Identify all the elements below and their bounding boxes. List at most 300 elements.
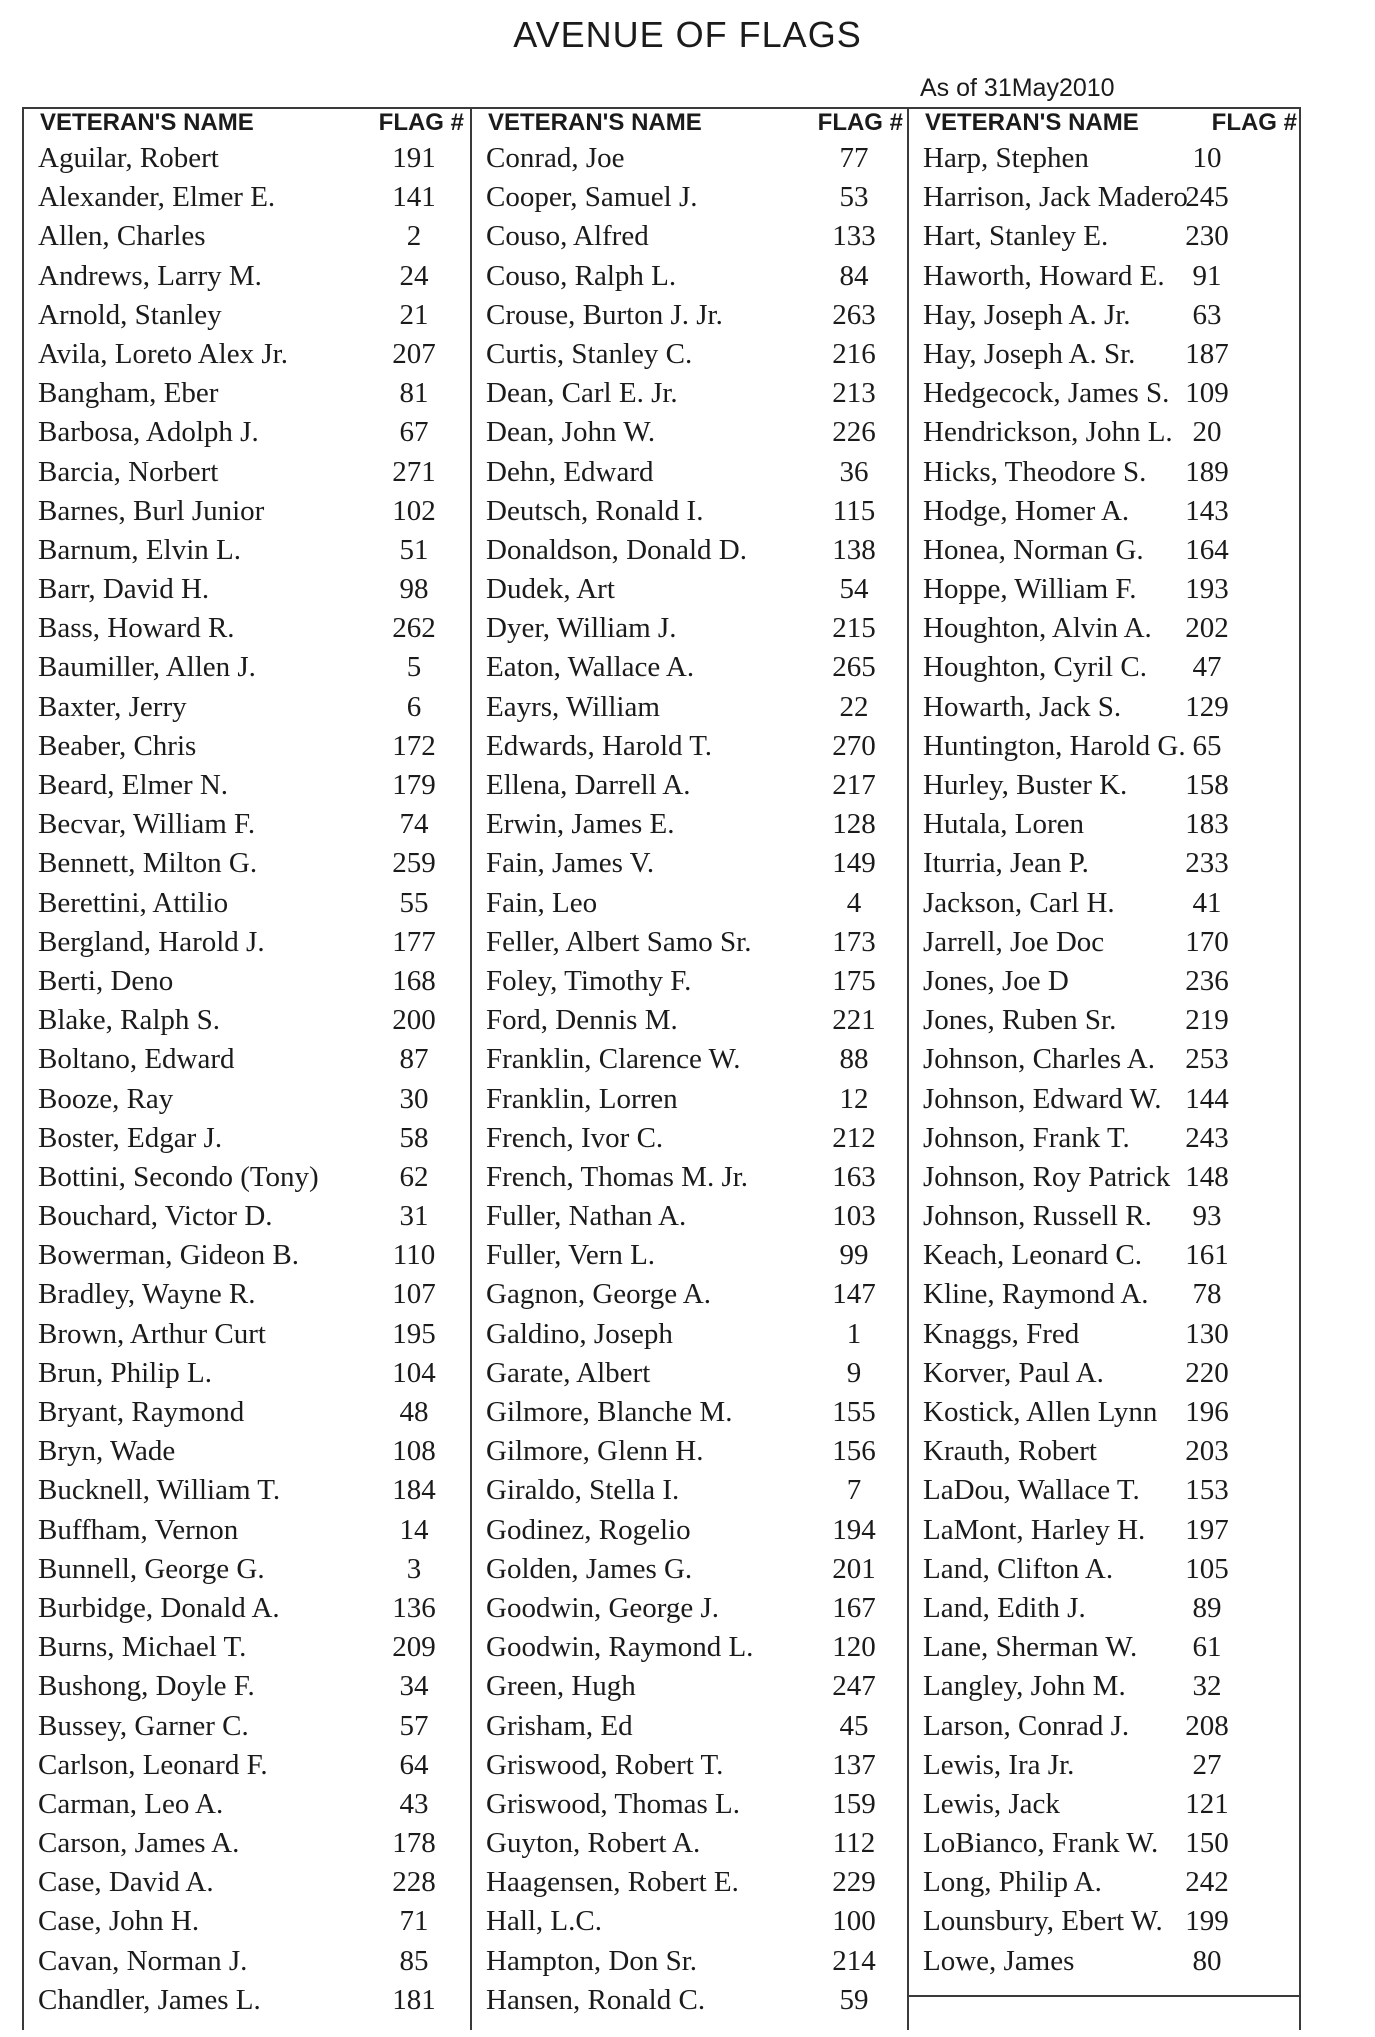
flag-number: 187 (1185, 337, 1229, 370)
table-row (24, 1393, 468, 1432)
table-row (24, 1275, 468, 1314)
table-row (909, 609, 1301, 648)
flag-number: 80 (1192, 1944, 1222, 1977)
veteran-name: Eaton, Wallace A. (486, 651, 695, 684)
veteran-name: Dean, John W. (486, 416, 656, 449)
flag-number: 200 (392, 1004, 436, 1037)
flag-number: 212 (832, 1121, 876, 1154)
veteran-name: Curtis, Stanley C. (486, 337, 693, 370)
table-row (24, 1628, 468, 1667)
veteran-name: Lewis, Jack (923, 1787, 1060, 1820)
flag-number: 104 (392, 1356, 436, 1389)
flag-number: 48 (399, 1396, 429, 1428)
flag-number: 199 (1185, 1905, 1229, 1938)
veteran-name: Andrews, Larry M. (38, 259, 262, 292)
veteran-name: Franklin, Lorren (486, 1082, 678, 1115)
table-row (24, 727, 468, 766)
table-row (24, 1785, 468, 1824)
table-row (472, 492, 907, 531)
veteran-name: Hutala, Loren (923, 808, 1085, 841)
veteran-name: Buffham, Vernon (38, 1513, 239, 1546)
table-row (472, 217, 907, 256)
flag-number: 183 (1185, 808, 1229, 841)
table-row (24, 1707, 468, 1746)
table-row (909, 1550, 1301, 1589)
veteran-name: Boltano, Edward (38, 1043, 235, 1076)
table-row (909, 217, 1301, 256)
veteran-name: Booze, Ray (38, 1082, 174, 1115)
veteran-name: Bottini, Secondo (Tony) (38, 1160, 319, 1193)
table-row (909, 844, 1301, 883)
column-3-bottom-border (909, 1995, 1301, 1997)
name-header: VETERAN'S NAME (925, 109, 1139, 136)
veteran-name: Bradley, Wayne R. (38, 1278, 256, 1311)
veteran-name: Haagensen, Robert E. (486, 1866, 739, 1899)
column-header (909, 107, 1301, 139)
table-row (472, 1511, 907, 1550)
table-row (909, 296, 1301, 335)
table-row (472, 453, 907, 492)
flag-number: 155 (832, 1396, 876, 1428)
flag-number: 6 (406, 690, 422, 723)
veteran-name: Bouchard, Victor D. (38, 1200, 273, 1233)
table-row (24, 1197, 468, 1236)
veteran-name: Cooper, Samuel J. (486, 181, 698, 214)
flag-number: 105 (1185, 1552, 1229, 1585)
flag-number: 245 (1185, 181, 1229, 214)
flag-number: 57 (399, 1709, 429, 1742)
flag-number: 156 (832, 1435, 876, 1468)
table-row (24, 1315, 468, 1354)
veteran-name: Hurley, Buster K. (923, 769, 1128, 801)
table-row (909, 1667, 1301, 1706)
veteran-name: Long, Philip A. (923, 1866, 1102, 1899)
veteran-name: Case, John H. (38, 1905, 200, 1938)
table-row (472, 257, 907, 296)
table-row (472, 335, 907, 374)
veteran-name: Godinez, Rogelio (486, 1513, 691, 1546)
table-row (909, 1902, 1301, 1941)
flag-number: 112 (832, 1827, 876, 1860)
flag-number: 32 (1192, 1670, 1222, 1703)
veteran-name: Alexander, Elmer E. (38, 181, 276, 214)
veteran-name: Golden, James G. (486, 1552, 693, 1585)
table-row (472, 805, 907, 844)
veteran-name: Lounsbury, Ebert W. (923, 1905, 1163, 1938)
veteran-name: Dyer, William J. (486, 612, 677, 645)
table-row (472, 1040, 907, 1079)
flag-number: 63 (1192, 298, 1222, 331)
veteran-name: Bryant, Raymond (38, 1396, 245, 1428)
table-row (24, 1902, 468, 1941)
veteran-name: Deutsch, Ronald I. (486, 494, 704, 527)
flag-number: 78 (1192, 1278, 1222, 1311)
table-row (24, 1746, 468, 1785)
flag-number: 88 (839, 1043, 869, 1076)
table-row (24, 923, 468, 962)
veteran-name: Conrad, Joe (486, 142, 625, 174)
veteran-name: Bryn, Wade (38, 1435, 176, 1468)
table-row (24, 492, 468, 531)
veteran-name: Kline, Raymond A. (923, 1278, 1149, 1311)
table-row (472, 609, 907, 648)
table-row (472, 1628, 907, 1667)
flag-header: FLAG # (817, 109, 903, 136)
table-row (472, 1942, 907, 1981)
table-row (24, 1511, 468, 1550)
table-row (472, 1981, 907, 2020)
veteran-name: Hay, Joseph A. Jr. (923, 298, 1131, 331)
flag-number: 55 (399, 886, 429, 919)
veteran-name: Hendrickson, John L. (923, 416, 1173, 449)
veteran-name: Case, David A. (38, 1866, 214, 1899)
flag-number: 173 (832, 925, 876, 958)
table-row (909, 1746, 1301, 1785)
flag-number: 262 (392, 612, 436, 645)
veteran-name: Green, Hugh (486, 1670, 636, 1703)
veteran-name: Eayrs, William (486, 690, 660, 723)
table-row (472, 884, 907, 923)
veteran-name: LaDou, Wallace T. (923, 1474, 1140, 1507)
flag-number: 20 (1192, 416, 1222, 449)
flag-number: 228 (392, 1866, 436, 1899)
table-row (24, 531, 468, 570)
veteran-name: Grisham, Ed (486, 1709, 633, 1742)
flag-number: 150 (1185, 1827, 1229, 1860)
veteran-name: LoBianco, Frank W. (923, 1827, 1159, 1860)
table-row (909, 1863, 1301, 1902)
veteran-name: Barcia, Norbert (38, 455, 219, 488)
table-row (909, 1707, 1301, 1746)
veteran-name: Keach, Leonard C. (923, 1239, 1143, 1272)
veteran-name: Bushong, Doyle F. (38, 1670, 255, 1703)
flag-number: 9 (846, 1356, 862, 1389)
table-row (909, 257, 1301, 296)
table-row (909, 1315, 1301, 1354)
veteran-name: Houghton, Cyril C. (923, 651, 1147, 684)
table-row (472, 648, 907, 687)
veteran-name: Barbosa, Adolph J. (38, 416, 259, 449)
table-row (24, 1001, 468, 1040)
table-row (24, 884, 468, 923)
flag-number: 43 (399, 1787, 429, 1820)
veteran-list (472, 139, 907, 2020)
table-row (24, 1432, 468, 1471)
flag-number: 115 (832, 494, 876, 527)
flag-number: 5 (406, 651, 422, 684)
veteran-list (24, 139, 468, 2020)
flag-number: 265 (832, 651, 876, 684)
table-row (909, 1511, 1301, 1550)
flag-number: 163 (832, 1160, 876, 1193)
table-row (472, 413, 907, 452)
table-row (909, 335, 1301, 374)
flag-number: 110 (392, 1239, 436, 1272)
veteran-name: Baxter, Jerry (38, 690, 187, 723)
table-row (909, 1824, 1301, 1863)
table-row (909, 1942, 1301, 1981)
veteran-name: Erwin, James E. (486, 808, 675, 841)
column-header (472, 107, 907, 139)
veteran-name: Foley, Timothy F. (486, 964, 692, 997)
table-row (909, 923, 1301, 962)
flag-number: 158 (1185, 769, 1229, 801)
veteran-name: Johnson, Charles A. (923, 1043, 1155, 1076)
flag-number: 24 (399, 259, 429, 292)
flag-number: 216 (832, 337, 876, 370)
table-row (909, 805, 1301, 844)
flag-number: 195 (392, 1317, 436, 1350)
table-row (472, 531, 907, 570)
veteran-name: Galdino, Joseph (486, 1317, 673, 1350)
veteran-name: Bangham, Eber (38, 377, 219, 410)
flag-number: 133 (832, 220, 876, 253)
table-row (909, 1471, 1301, 1510)
table-row (909, 884, 1301, 923)
table-row (24, 1550, 468, 1589)
table-row (24, 374, 468, 413)
flag-number: 53 (839, 181, 869, 214)
veteran-name: Chandler, James L. (38, 1983, 261, 2016)
table-row (24, 1119, 468, 1158)
flag-number: 36 (839, 455, 869, 488)
veteran-name: Jarrell, Joe Doc (923, 925, 1105, 958)
flag-number: 215 (832, 612, 876, 645)
veteran-name: Feller, Albert Samo Sr. (486, 925, 752, 958)
flag-number: 121 (1185, 1787, 1229, 1820)
veteran-name: Land, Edith J. (923, 1591, 1086, 1624)
table-row (909, 453, 1301, 492)
flag-number: 153 (1185, 1474, 1229, 1507)
flag-number: 214 (832, 1944, 876, 1977)
veteran-name: Allen, Charles (38, 220, 206, 253)
flag-number: 41 (1192, 886, 1222, 919)
table-row (24, 1236, 468, 1275)
flag-number: 74 (399, 808, 429, 841)
flag-header: FLAG # (378, 109, 464, 136)
veteran-name: Couso, Ralph L. (486, 259, 677, 292)
table-row (909, 648, 1301, 687)
table-row (24, 178, 468, 217)
table-row (472, 1589, 907, 1628)
table-row (472, 844, 907, 883)
flag-number: 167 (832, 1591, 876, 1624)
table-row (472, 1001, 907, 1040)
veteran-name: Bass, Howard R. (38, 612, 235, 645)
veteran-name: Bennett, Milton G. (38, 847, 258, 880)
column-1 (24, 107, 468, 2030)
name-header: VETERAN'S NAME (40, 109, 254, 136)
flag-number: 4 (846, 886, 862, 919)
veteran-name: Ford, Dennis M. (486, 1004, 678, 1037)
table-row (909, 1040, 1301, 1079)
flag-number: 247 (832, 1670, 876, 1703)
page-title: AVENUE OF FLAGS (513, 14, 862, 55)
table-row (24, 1981, 468, 2020)
flag-number: 243 (1185, 1121, 1229, 1154)
flag-number: 191 (392, 142, 436, 174)
veteran-name: Bunnell, George G. (38, 1552, 265, 1585)
table-row (472, 727, 907, 766)
veteran-name: Hall, L.C. (486, 1905, 602, 1938)
flag-number: 197 (1185, 1513, 1229, 1546)
flag-number: 143 (1185, 494, 1229, 527)
table-row (909, 1432, 1301, 1471)
flag-number: 65 (1192, 729, 1222, 762)
flag-number: 108 (392, 1435, 436, 1468)
veteran-name: Hicks, Theodore S. (923, 455, 1147, 488)
veteran-name: Hay, Joseph A. Sr. (923, 337, 1136, 370)
veteran-name: Korver, Paul A. (923, 1356, 1104, 1389)
flag-number: 193 (1185, 573, 1229, 606)
flag-number: 233 (1185, 847, 1229, 880)
flag-number: 148 (1185, 1160, 1229, 1193)
flag-number: 93 (1192, 1200, 1222, 1233)
table-row (472, 1863, 907, 1902)
table-row (24, 413, 468, 452)
veteran-name: Lowe, James (923, 1944, 1075, 1977)
table-row (472, 1080, 907, 1119)
flag-number: 59 (839, 1983, 869, 2016)
veteran-name: Hart, Stanley E. (923, 220, 1109, 253)
flag-number: 168 (392, 964, 436, 997)
flag-number: 242 (1185, 1866, 1229, 1899)
veteran-name: Avila, Loreto Alex Jr. (38, 337, 288, 370)
veteran-name: Gagnon, George A. (486, 1278, 711, 1311)
table-row (909, 1236, 1301, 1275)
table-row (909, 570, 1301, 609)
table-row (472, 1158, 907, 1197)
veteran-name: Kostick, Allen Lynn (923, 1396, 1158, 1428)
flag-number: 67 (399, 416, 429, 449)
table-row (24, 1667, 468, 1706)
flag-number: 172 (392, 729, 436, 762)
flag-number: 219 (1185, 1004, 1229, 1037)
table-row (472, 178, 907, 217)
veteran-name: Dehn, Edward (486, 455, 654, 488)
flag-number: 64 (399, 1748, 429, 1781)
veteran-name: Couso, Alfred (486, 220, 649, 253)
flag-number: 189 (1185, 455, 1229, 488)
flag-number: 177 (392, 925, 436, 958)
flag-number: 54 (839, 573, 869, 606)
veteran-name: Cavan, Norman J. (38, 1944, 248, 1977)
veteran-name: Berettini, Attilio (38, 886, 229, 919)
veteran-name: Arnold, Stanley (38, 298, 222, 331)
flag-number: 179 (392, 769, 436, 801)
flag-number: 84 (839, 259, 869, 292)
veteran-name: Hedgecock, James S. (923, 377, 1170, 410)
veteran-name: Carson, James A. (38, 1827, 240, 1860)
veteran-name: Jones, Joe D (923, 964, 1069, 997)
veteran-name: Ellena, Darrell A. (486, 769, 691, 801)
veteran-name: Fuller, Nathan A. (486, 1200, 687, 1233)
veteran-name: Houghton, Alvin A. (923, 612, 1152, 645)
flag-number: 22 (839, 690, 869, 723)
veteran-name: Crouse, Burton J. Jr. (486, 298, 723, 331)
table-row (909, 688, 1301, 727)
table-row (472, 1432, 907, 1471)
table-row (472, 139, 907, 178)
veteran-name: Johnson, Edward W. (923, 1082, 1162, 1115)
table-row (909, 531, 1301, 570)
table-row (909, 1001, 1301, 1040)
table-row (24, 335, 468, 374)
flag-number: 129 (1185, 690, 1229, 723)
table-row (24, 1471, 468, 1510)
veteran-name: Donaldson, Donald D. (486, 533, 747, 566)
veteran-name: Boster, Edgar J. (38, 1121, 223, 1154)
table-row (909, 1080, 1301, 1119)
table-row (472, 1707, 907, 1746)
table-row (24, 1942, 468, 1981)
table-row (472, 1236, 907, 1275)
table-row (24, 570, 468, 609)
veteran-name: Hansen, Ronald C. (486, 1983, 706, 2016)
flag-number: 1 (846, 1317, 862, 1350)
flag-number: 236 (1185, 964, 1229, 997)
veteran-name: Larson, Conrad J. (923, 1709, 1130, 1742)
veteran-list (909, 139, 1301, 1981)
veteran-name: Brown, Arthur Curt (38, 1317, 266, 1350)
table-row (24, 257, 468, 296)
table-row (909, 413, 1301, 452)
flag-number: 203 (1185, 1435, 1229, 1468)
table-row (909, 1158, 1301, 1197)
table-row (472, 1471, 907, 1510)
table-row (24, 962, 468, 1001)
flag-number: 71 (399, 1905, 429, 1938)
flag-number: 220 (1185, 1356, 1229, 1389)
veteran-name: Johnson, Russell R. (923, 1200, 1152, 1233)
flag-number: 178 (392, 1827, 436, 1860)
table-row (472, 1275, 907, 1314)
flag-number: 136 (392, 1591, 436, 1624)
veteran-name: Krauth, Robert (923, 1435, 1097, 1468)
table-row (472, 1197, 907, 1236)
flag-number: 30 (399, 1082, 429, 1115)
flag-number: 91 (1192, 259, 1222, 292)
veteran-name: Franklin, Clarence W. (486, 1043, 741, 1076)
flag-number: 263 (832, 298, 876, 331)
table-row (24, 217, 468, 256)
veteran-name: Goodwin, Raymond L. (486, 1631, 754, 1664)
veteran-name: Goodwin, George J. (486, 1591, 720, 1624)
veteran-name: Harrison, Jack Madero (923, 181, 1188, 214)
flag-number: 149 (832, 847, 876, 880)
table-row (472, 570, 907, 609)
veteran-name: Johnson, Frank T. (923, 1121, 1130, 1154)
flag-number: 61 (1192, 1631, 1222, 1664)
flag-number: 175 (832, 964, 876, 997)
flag-number: 208 (1185, 1709, 1229, 1742)
flag-number: 128 (832, 808, 876, 841)
veteran-name: Garate, Albert (486, 1356, 651, 1389)
table-row (472, 1550, 907, 1589)
veteran-name: Carman, Leo A. (38, 1787, 224, 1820)
table-row (472, 1902, 907, 1941)
table-row (909, 1119, 1301, 1158)
table-row (24, 648, 468, 687)
veteran-name: Edwards, Harold T. (486, 729, 713, 762)
flag-number: 14 (399, 1513, 429, 1546)
flag-number: 100 (832, 1905, 876, 1938)
flag-number: 77 (839, 142, 869, 174)
flag-number: 221 (832, 1004, 876, 1037)
flag-number: 62 (399, 1160, 429, 1193)
flag-number: 87 (399, 1043, 429, 1076)
column-3 (907, 107, 1301, 2030)
